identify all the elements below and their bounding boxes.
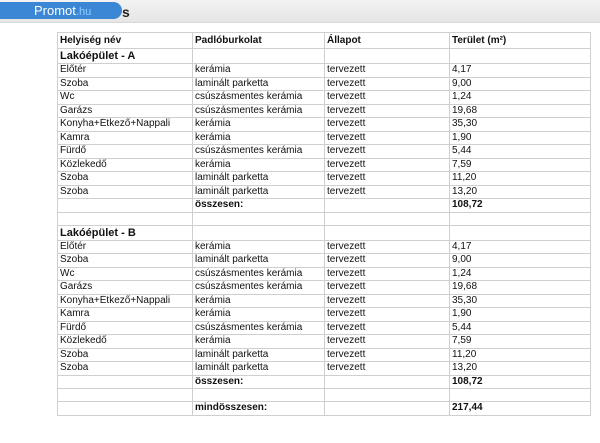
section-title: Lakóépület - B bbox=[58, 225, 193, 240]
table-row bbox=[58, 185, 591, 199]
room-area-table bbox=[57, 32, 591, 416]
table-row bbox=[58, 131, 591, 145]
room-name: Garázs bbox=[58, 281, 193, 295]
table-row bbox=[58, 348, 591, 362]
table-row bbox=[58, 362, 591, 376]
status: tervezett bbox=[325, 172, 450, 186]
flooring: kerámia bbox=[193, 294, 325, 308]
status: tervezett bbox=[325, 267, 450, 281]
column-header-room: Helyiség név bbox=[58, 33, 193, 49]
table-row bbox=[58, 158, 591, 172]
area: 1,24 bbox=[450, 267, 591, 281]
flooring: kerámia bbox=[193, 335, 325, 349]
room-name: Szoba bbox=[58, 362, 193, 376]
room-name: Szoba bbox=[58, 254, 193, 268]
room-name: Fürdő bbox=[58, 145, 193, 159]
status: tervezett bbox=[325, 77, 450, 91]
area: 4,17 bbox=[450, 64, 591, 78]
table-row bbox=[58, 267, 591, 281]
grand-total-value: 217,44 bbox=[450, 402, 591, 416]
room-name: Előtér bbox=[58, 240, 193, 254]
status: tervezett bbox=[325, 362, 450, 376]
table-row bbox=[58, 77, 591, 91]
room-name: Kamra bbox=[58, 131, 193, 145]
room-name: Wc bbox=[58, 267, 193, 281]
room-name: Szoba bbox=[58, 348, 193, 362]
area: 19,68 bbox=[450, 104, 591, 118]
room-name: Wc bbox=[58, 91, 193, 105]
room-name: Közlekedő bbox=[58, 335, 193, 349]
brand-name: Promot bbox=[34, 3, 76, 18]
status: tervezett bbox=[325, 335, 450, 349]
area: 7,59 bbox=[450, 335, 591, 349]
table-row bbox=[58, 104, 591, 118]
room-name: Fürdő bbox=[58, 321, 193, 335]
status: tervezett bbox=[325, 131, 450, 145]
column-header-area: Terület (m²) bbox=[450, 33, 591, 49]
status: tervezett bbox=[325, 145, 450, 159]
table-row bbox=[58, 145, 591, 159]
room-name: Konyha+Étkező+Nappali bbox=[58, 294, 193, 308]
table-row bbox=[58, 172, 591, 186]
section-title-row bbox=[58, 49, 591, 64]
table-row bbox=[58, 91, 591, 105]
flooring: csúszásmentes kerámia bbox=[193, 104, 325, 118]
room-name: Előtér bbox=[58, 64, 193, 78]
column-header-status: Állapot bbox=[325, 33, 450, 49]
status: tervezett bbox=[325, 91, 450, 105]
status: tervezett bbox=[325, 294, 450, 308]
blank-row bbox=[58, 389, 591, 402]
room-name: Konyha+Étkező+Nappali bbox=[58, 118, 193, 132]
flooring: laminált parketta bbox=[193, 362, 325, 376]
flooring: laminált parketta bbox=[193, 254, 325, 268]
room-name: Garázs bbox=[58, 104, 193, 118]
area: 5,44 bbox=[450, 145, 591, 159]
room-name: Közlekedő bbox=[58, 158, 193, 172]
subtotal-row bbox=[58, 375, 591, 389]
area: 1,24 bbox=[450, 91, 591, 105]
column-header-flooring: Padlóburkolat bbox=[193, 33, 325, 49]
status: tervezett bbox=[325, 308, 450, 322]
flooring: kerámia bbox=[193, 308, 325, 322]
area: 35,30 bbox=[450, 118, 591, 132]
flooring: kerámia bbox=[193, 240, 325, 254]
subtotal-label: összesen: bbox=[193, 375, 325, 389]
flooring: csúszásmentes kerámia bbox=[193, 91, 325, 105]
subtotal-row bbox=[58, 199, 591, 213]
table-row bbox=[58, 118, 591, 132]
subtotal-value: 108,72 bbox=[450, 199, 591, 213]
table-header-row bbox=[58, 33, 591, 49]
section-title-row bbox=[58, 225, 591, 240]
area: 19,68 bbox=[450, 281, 591, 295]
area: 11,20 bbox=[450, 348, 591, 362]
grand-total-row bbox=[58, 402, 591, 416]
area: 7,59 bbox=[450, 158, 591, 172]
brand-logo[interactable] bbox=[0, 2, 122, 19]
brand-suffix: .hu bbox=[75, 6, 92, 18]
subtotal-value: 108,72 bbox=[450, 375, 591, 389]
area: 35,30 bbox=[450, 294, 591, 308]
flooring: csúszásmentes kerámia bbox=[193, 145, 325, 159]
room-name: Szoba bbox=[58, 172, 193, 186]
table-row bbox=[58, 254, 591, 268]
room-name: Szoba bbox=[58, 77, 193, 91]
area: 9,00 bbox=[450, 77, 591, 91]
room-name: Szoba bbox=[58, 185, 193, 199]
status: tervezett bbox=[325, 64, 450, 78]
top-bar bbox=[0, 0, 600, 23]
table-row bbox=[58, 240, 591, 254]
area: 1,90 bbox=[450, 308, 591, 322]
table-row bbox=[58, 294, 591, 308]
area: 1,90 bbox=[450, 131, 591, 145]
grand-total-label: mindösszesen: bbox=[193, 402, 325, 416]
flooring: csúszásmentes kerámia bbox=[193, 321, 325, 335]
flooring: kerámia bbox=[193, 118, 325, 132]
area: 13,20 bbox=[450, 185, 591, 199]
page-title-fragment: s bbox=[122, 4, 130, 20]
blank-row bbox=[58, 212, 591, 225]
status: tervezett bbox=[325, 240, 450, 254]
area: 5,44 bbox=[450, 321, 591, 335]
status: tervezett bbox=[325, 348, 450, 362]
flooring: laminált parketta bbox=[193, 172, 325, 186]
area: 13,20 bbox=[450, 362, 591, 376]
area: 4,17 bbox=[450, 240, 591, 254]
subtotal-label: összesen: bbox=[193, 199, 325, 213]
status: tervezett bbox=[325, 281, 450, 295]
status: tervezett bbox=[325, 118, 450, 132]
table-row bbox=[58, 321, 591, 335]
area: 9,00 bbox=[450, 254, 591, 268]
flooring: kerámia bbox=[193, 158, 325, 172]
status: tervezett bbox=[325, 158, 450, 172]
flooring: laminált parketta bbox=[193, 348, 325, 362]
flooring: kerámia bbox=[193, 131, 325, 145]
status: tervezett bbox=[325, 104, 450, 118]
status: tervezett bbox=[325, 321, 450, 335]
flooring: csúszásmentes kerámia bbox=[193, 281, 325, 295]
table-row bbox=[58, 308, 591, 322]
area: 11,20 bbox=[450, 172, 591, 186]
table-row bbox=[58, 335, 591, 349]
room-name: Kamra bbox=[58, 308, 193, 322]
flooring: csúszásmentes kerámia bbox=[193, 267, 325, 281]
section-title: Lakóépület - A bbox=[58, 49, 193, 64]
table-row bbox=[58, 281, 591, 295]
table-row bbox=[58, 64, 591, 78]
status: tervezett bbox=[325, 185, 450, 199]
flooring: laminált parketta bbox=[193, 185, 325, 199]
flooring: kerámia bbox=[193, 64, 325, 78]
flooring: laminált parketta bbox=[193, 77, 325, 91]
status: tervezett bbox=[325, 254, 450, 268]
